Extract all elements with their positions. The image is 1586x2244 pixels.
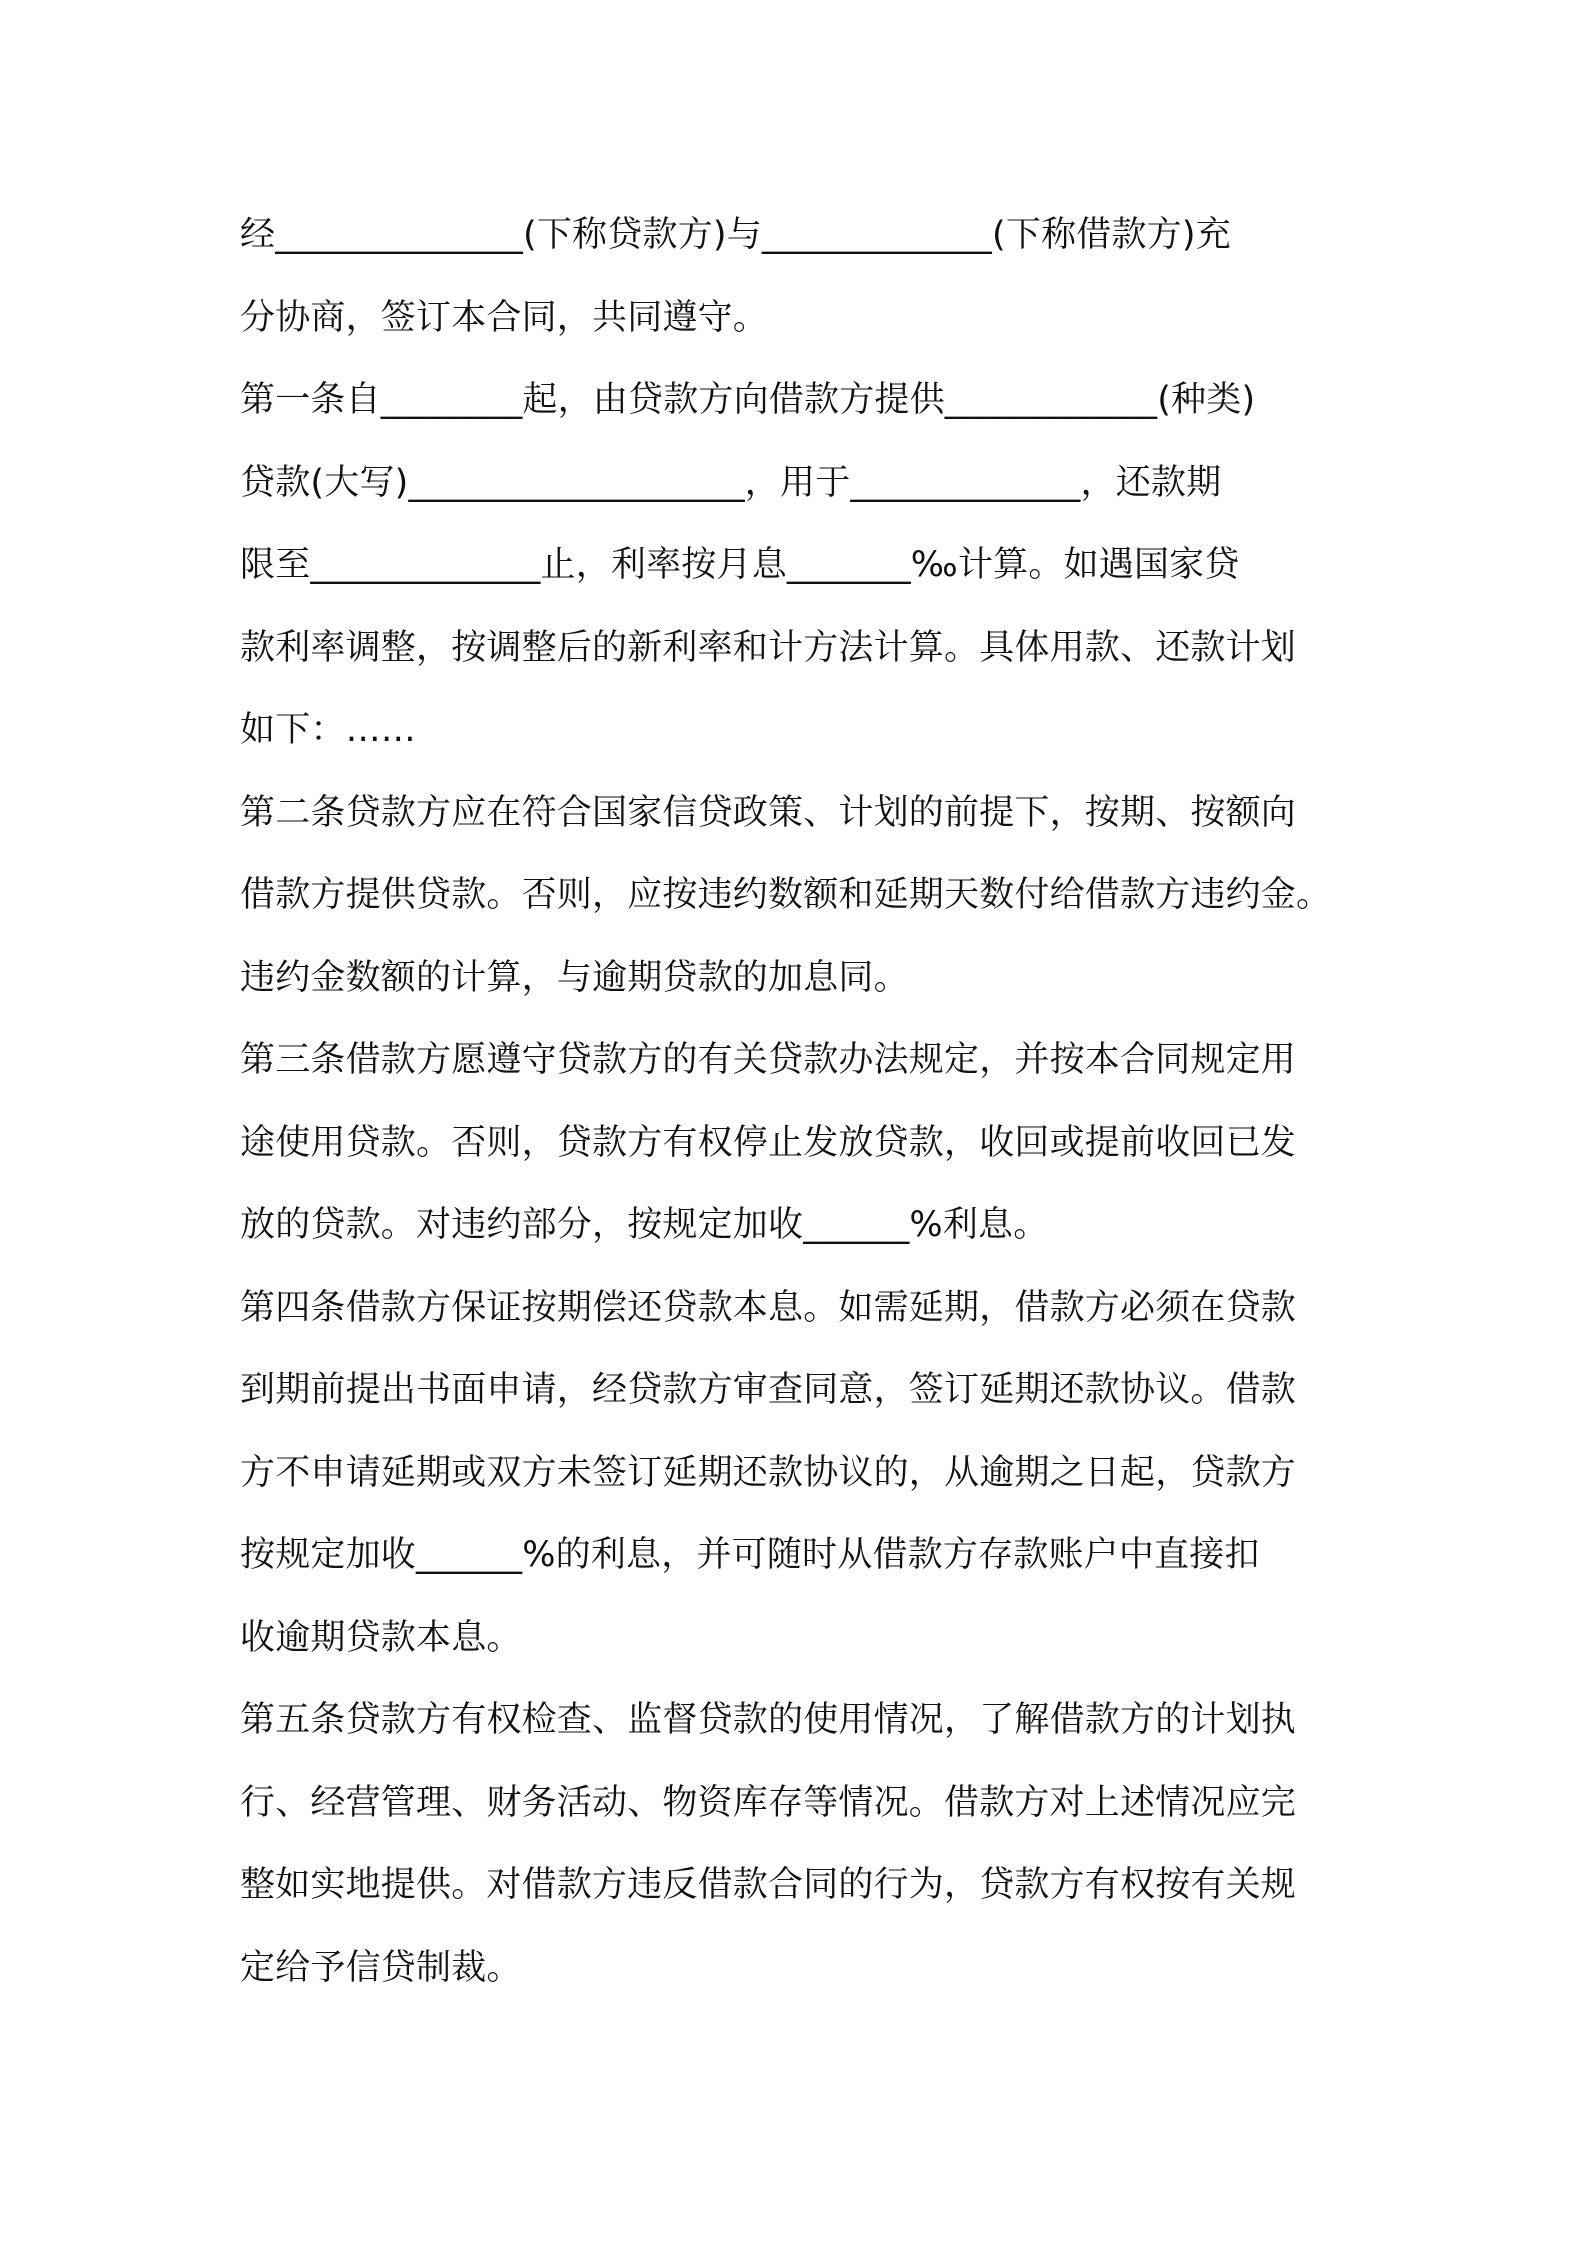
text-line: 限至_____________止，利率按月息_______‰计算。如遇国家贷: [240, 545, 1240, 585]
text-line: 违约金数额的计算，与逾期贷款的加息同。: [240, 957, 909, 998]
text-line: 放的贷款。对违约部分，按规定加收______%利息。: [240, 1205, 1049, 1245]
text-line: 按规定加收______%的利息，并可随时从借款方存款账户中直接扣: [240, 1535, 1260, 1575]
text-line: 如下：……: [240, 710, 417, 750]
text-line: 分协商，签订本合同，共同遵守。: [240, 297, 769, 338]
text-line: 贷款(大写)___________________，用于_____________，还款期: [240, 462, 1222, 503]
text-line: 经______________(下称贷款方)与_____________(下称借款方)充: [240, 215, 1231, 255]
text-line: 收逾期贷款本息。: [240, 1617, 522, 1658]
text-line: 第一条自________起，由贷款方向借款方提供____________(种类): [240, 380, 1256, 420]
text-line: 第五条贷款方有权检查、监督贷款的使用情况，了解借款方的计划执: [240, 1700, 1297, 1740]
contract-text: [240, 194, 1354, 2009]
text-line: 整如实地提供。对借款方违反借款合同的行为，贷款方有权按有关规: [240, 1865, 1297, 1905]
text-line: 款利率调整，按调整后的新利率和计方法计算。具体用款、还款计划: [240, 627, 1297, 668]
text-line: 定给予信贷制裁。: [240, 1947, 522, 1988]
text-line: 第四条借款方保证按期偿还贷款本息。如需延期，借款方必须在贷款: [240, 1287, 1297, 1328]
text-line: 借款方提供贷款。否则，应按违约数额和延期天数付给借款方违约金。: [240, 875, 1332, 915]
text-line: 到期前提出书面申请，经贷款方审查同意，签订延期还款协议。借款: [240, 1370, 1297, 1410]
text-line: 途使用贷款。否则，贷款方有权停止发放贷款，收回或提前收回已发: [240, 1122, 1297, 1163]
text-line: 第三条借款方愿遵守贷款方的有关贷款办法规定，并按本合同规定用: [240, 1040, 1297, 1080]
text-line: 方不申请延期或双方未签订延期还款协议的，从逾期之日起，贷款方: [240, 1452, 1297, 1493]
text-line: 行、经营管理、财务活动、物资库存等情况。借款方对上述情况应完: [240, 1782, 1297, 1823]
text-line: 第二条贷款方应在符合国家信贷政策、计划的前提下，按期、按额向: [240, 792, 1297, 833]
